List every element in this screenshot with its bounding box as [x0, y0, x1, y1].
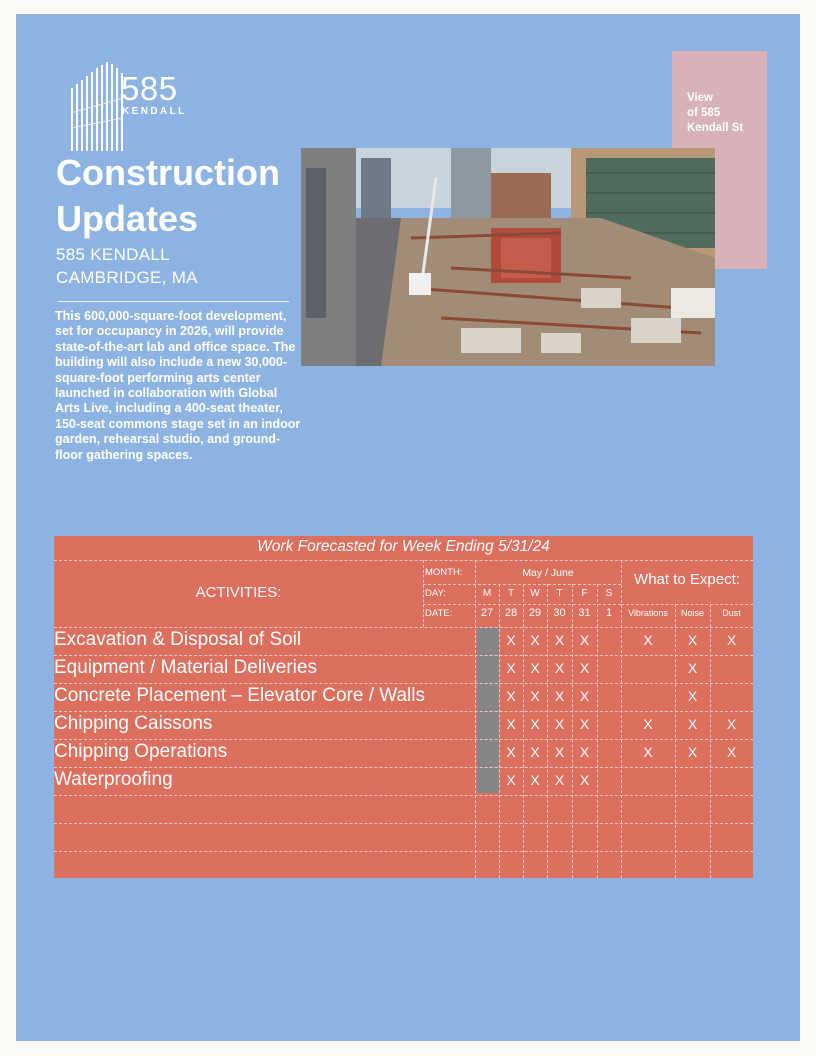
day-mark: X: [506, 716, 516, 732]
month-label: MONTH:: [425, 567, 463, 578]
expect-column-header: Vibrations: [628, 608, 668, 618]
day-header: M: [482, 588, 492, 599]
address-line-2: CAMBRIDGE, MA: [56, 268, 198, 287]
grid-line-h: [54, 627, 753, 628]
page-title: [56, 150, 280, 242]
day-mark: X: [506, 772, 516, 788]
day-mark: X: [554, 632, 565, 648]
grid-line-v: [423, 560, 424, 627]
day-mark: X: [506, 632, 516, 648]
photo-caption: View of 585 Kendall St: [687, 92, 744, 134]
day-mark: X: [506, 660, 516, 676]
grid-line-h: [621, 604, 753, 605]
day-mark: X: [554, 716, 565, 732]
date-header: 1: [605, 607, 613, 619]
day-mark: X: [506, 688, 516, 704]
activity-name: Waterproofing: [54, 769, 173, 790]
day-header: T: [556, 588, 563, 599]
work-forecast-table: [54, 536, 753, 878]
day-mark: X: [579, 660, 590, 676]
grid-line-h: [54, 739, 753, 740]
expect-mark: X: [687, 632, 698, 648]
expect-column-header: Dust: [722, 608, 741, 618]
logo-number: 585: [121, 70, 178, 107]
day-label: DAY:: [425, 588, 446, 599]
grid-line-h: [54, 683, 753, 684]
day-header: F: [581, 588, 588, 599]
day-mark: X: [530, 716, 540, 732]
month-value: May / June: [522, 567, 574, 579]
day-header: S: [605, 588, 613, 599]
flyer-page: [16, 14, 800, 1041]
expect-mark: X: [687, 660, 698, 676]
expect-mark: X: [726, 716, 737, 732]
logo-subtitle: KENDALL: [122, 106, 187, 117]
day-mark: X: [530, 744, 540, 760]
expect-mark: X: [687, 744, 698, 760]
date-header: 27: [480, 607, 494, 619]
day-mark: X: [530, 688, 540, 704]
day-mark: X: [554, 688, 565, 704]
grid-line-h: [54, 767, 753, 768]
date-header: 29: [528, 607, 542, 619]
holiday-shading: [477, 627, 499, 793]
day-mark: X: [579, 772, 590, 788]
date-label: DATE:: [425, 608, 453, 619]
activity-name: Concrete Placement – Elevator Core / Walls: [54, 685, 426, 706]
grid-line-h: [54, 851, 753, 852]
address: [56, 243, 198, 289]
table-title: Work Forecasted for Week Ending 5/31/24: [257, 538, 550, 555]
expect-mark: X: [687, 716, 698, 732]
day-mark: X: [579, 744, 590, 760]
day-mark: X: [554, 744, 565, 760]
construction-site-photo: [301, 148, 715, 366]
grid-line-h: [54, 795, 753, 796]
address-line-1: 585 KENDALL: [56, 245, 170, 264]
title-line-2: Updates: [56, 198, 199, 239]
activity-name: Chipping Operations: [54, 741, 228, 762]
day-mark: X: [554, 772, 565, 788]
day-header: T: [507, 588, 515, 599]
expect-mark: X: [643, 716, 653, 732]
day-mark: X: [579, 716, 590, 732]
grid-line-h: [423, 584, 621, 585]
day-mark: X: [554, 660, 565, 676]
grid-line-h: [54, 823, 753, 824]
activity-name: Equipment / Material Deliveries: [54, 657, 317, 678]
expect-column-header: Noise: [680, 608, 704, 618]
project-description: This 600,000-square-foot development, set for occupancy in 2026, will provide state-of-the-art lab and office space. The building will also include a new 30,000-square-foot performing arts center launched in collaboration with Global Arts Live, including a 400-seat theater, 150-seat commons stage set in an indoor garden, rehearsal studio, and ground-floor gathering spaces.: [55, 309, 301, 462]
date-header: 28: [504, 607, 518, 619]
day-mark: X: [530, 660, 540, 676]
grid-line-h: [423, 604, 621, 605]
grid-line-h: [54, 560, 753, 561]
day-header: W: [530, 588, 540, 599]
date-header: 31: [578, 607, 591, 619]
expect-mark: X: [643, 744, 653, 760]
what-to-expect-header: What to Expect:: [634, 571, 740, 588]
grid-line-h: [54, 655, 753, 656]
day-mark: X: [579, 632, 590, 648]
date-header: 30: [553, 607, 566, 619]
divider: [58, 301, 289, 302]
day-mark: X: [506, 744, 516, 760]
grid-line-v: [475, 560, 476, 878]
expect-mark: X: [726, 632, 737, 648]
grid-line-h: [54, 711, 753, 712]
expect-mark: X: [726, 744, 737, 760]
title-line-1: Construction: [56, 152, 280, 193]
expect-mark: X: [643, 632, 653, 648]
day-mark: X: [530, 632, 540, 648]
activities-header: ACTIVITIES:: [195, 584, 282, 601]
expect-mark: X: [687, 688, 698, 704]
activity-name: Excavation & Disposal of Soil: [54, 629, 302, 650]
activity-name: Chipping Caissons: [54, 713, 213, 734]
grid-line-v: [597, 584, 598, 878]
day-mark: X: [530, 772, 540, 788]
day-mark: X: [579, 688, 590, 704]
